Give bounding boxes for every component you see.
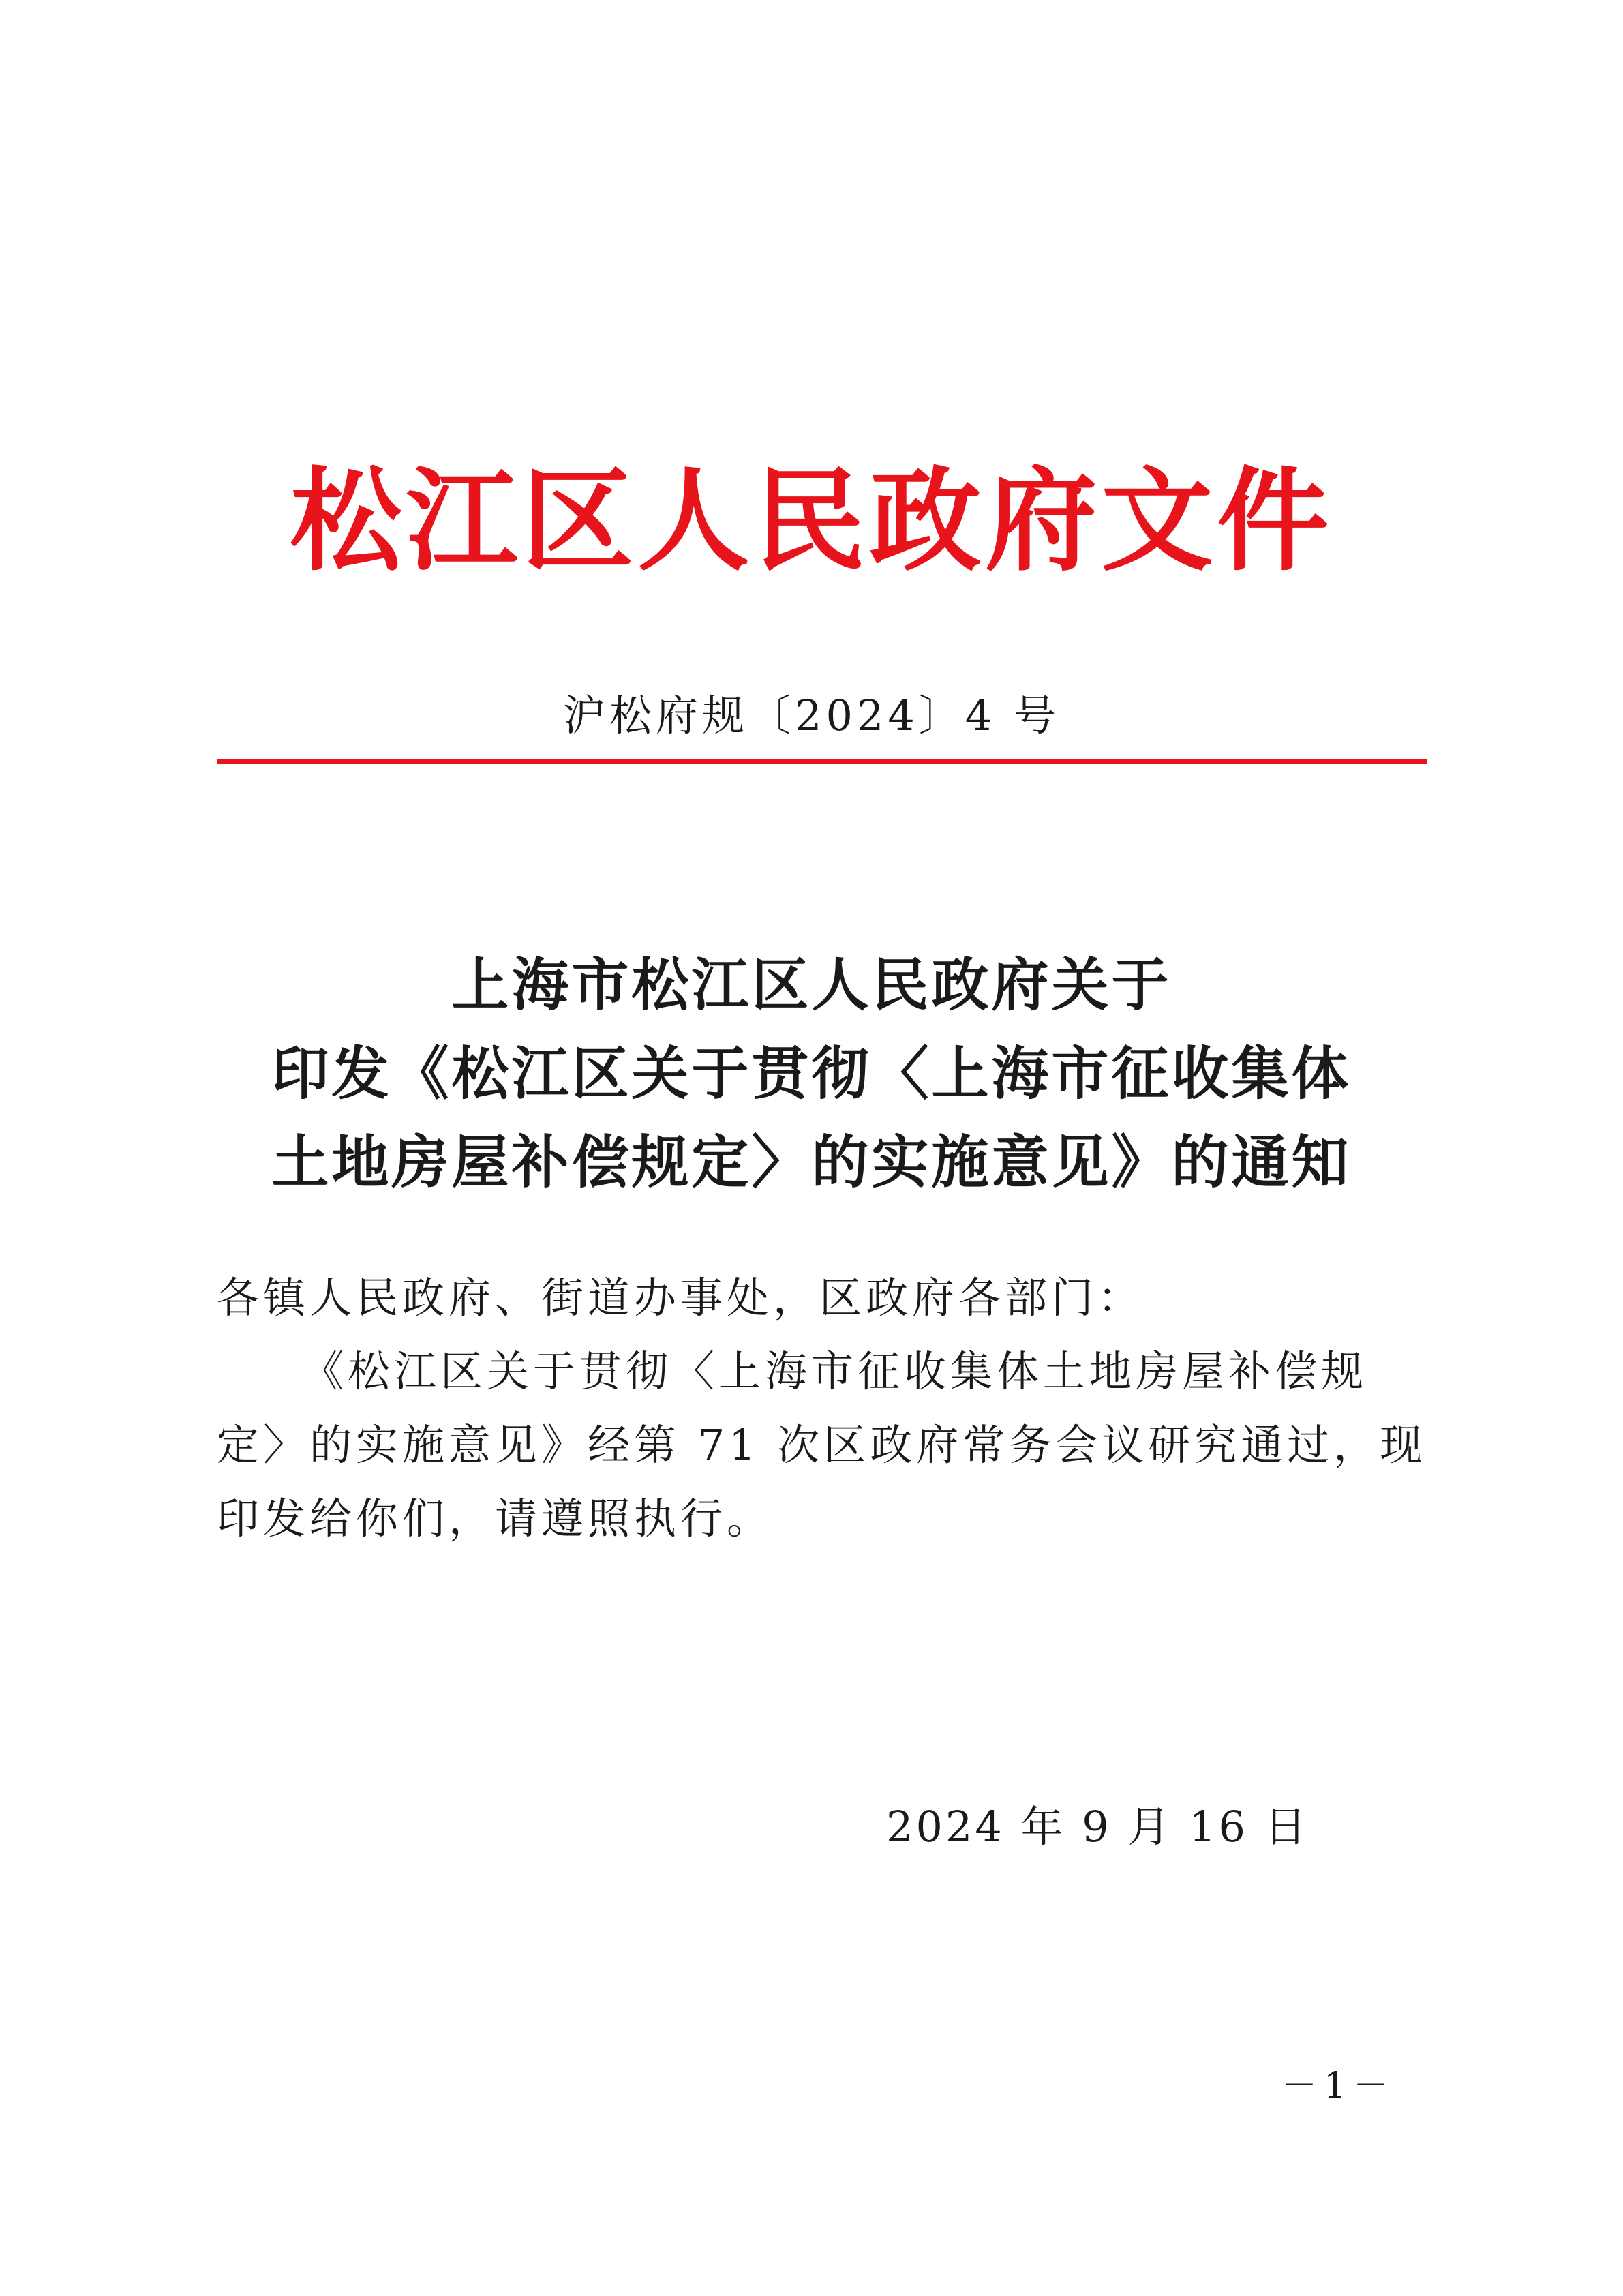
document-number: 沪松府规〔2024〕4 号 (563, 691, 1060, 740)
issue-date: 2024 年 9 月 16 日 (886, 1802, 1309, 1852)
body-text (217, 1261, 1427, 1556)
red-divider-rule (217, 759, 1427, 764)
salutation: 各镇人民政府、街道办事处，区政府各部门： (217, 1273, 1144, 1323)
document-title (0, 941, 1623, 1207)
title-line-3: 土地房屋补偿规定〉的实施意见》的通知 (271, 1128, 1352, 1196)
title-line-1: 上海市松江区人民政府关于 (451, 951, 1172, 1018)
masthead-title: 松江区人民政府文件 (290, 456, 1333, 586)
title-line-2: 印发《松江区关于贯彻〈上海市征收集体 (271, 1040, 1352, 1107)
body-paragraph: 《松江区关于贯彻〈上海市征收集体土地房屋补偿规定〉的实施意见》经第 71 次区政府常务会议研究通过，现印发给你们，请遵照执行。 (217, 1346, 1427, 1543)
page-number: －1－ (1281, 2066, 1396, 2106)
